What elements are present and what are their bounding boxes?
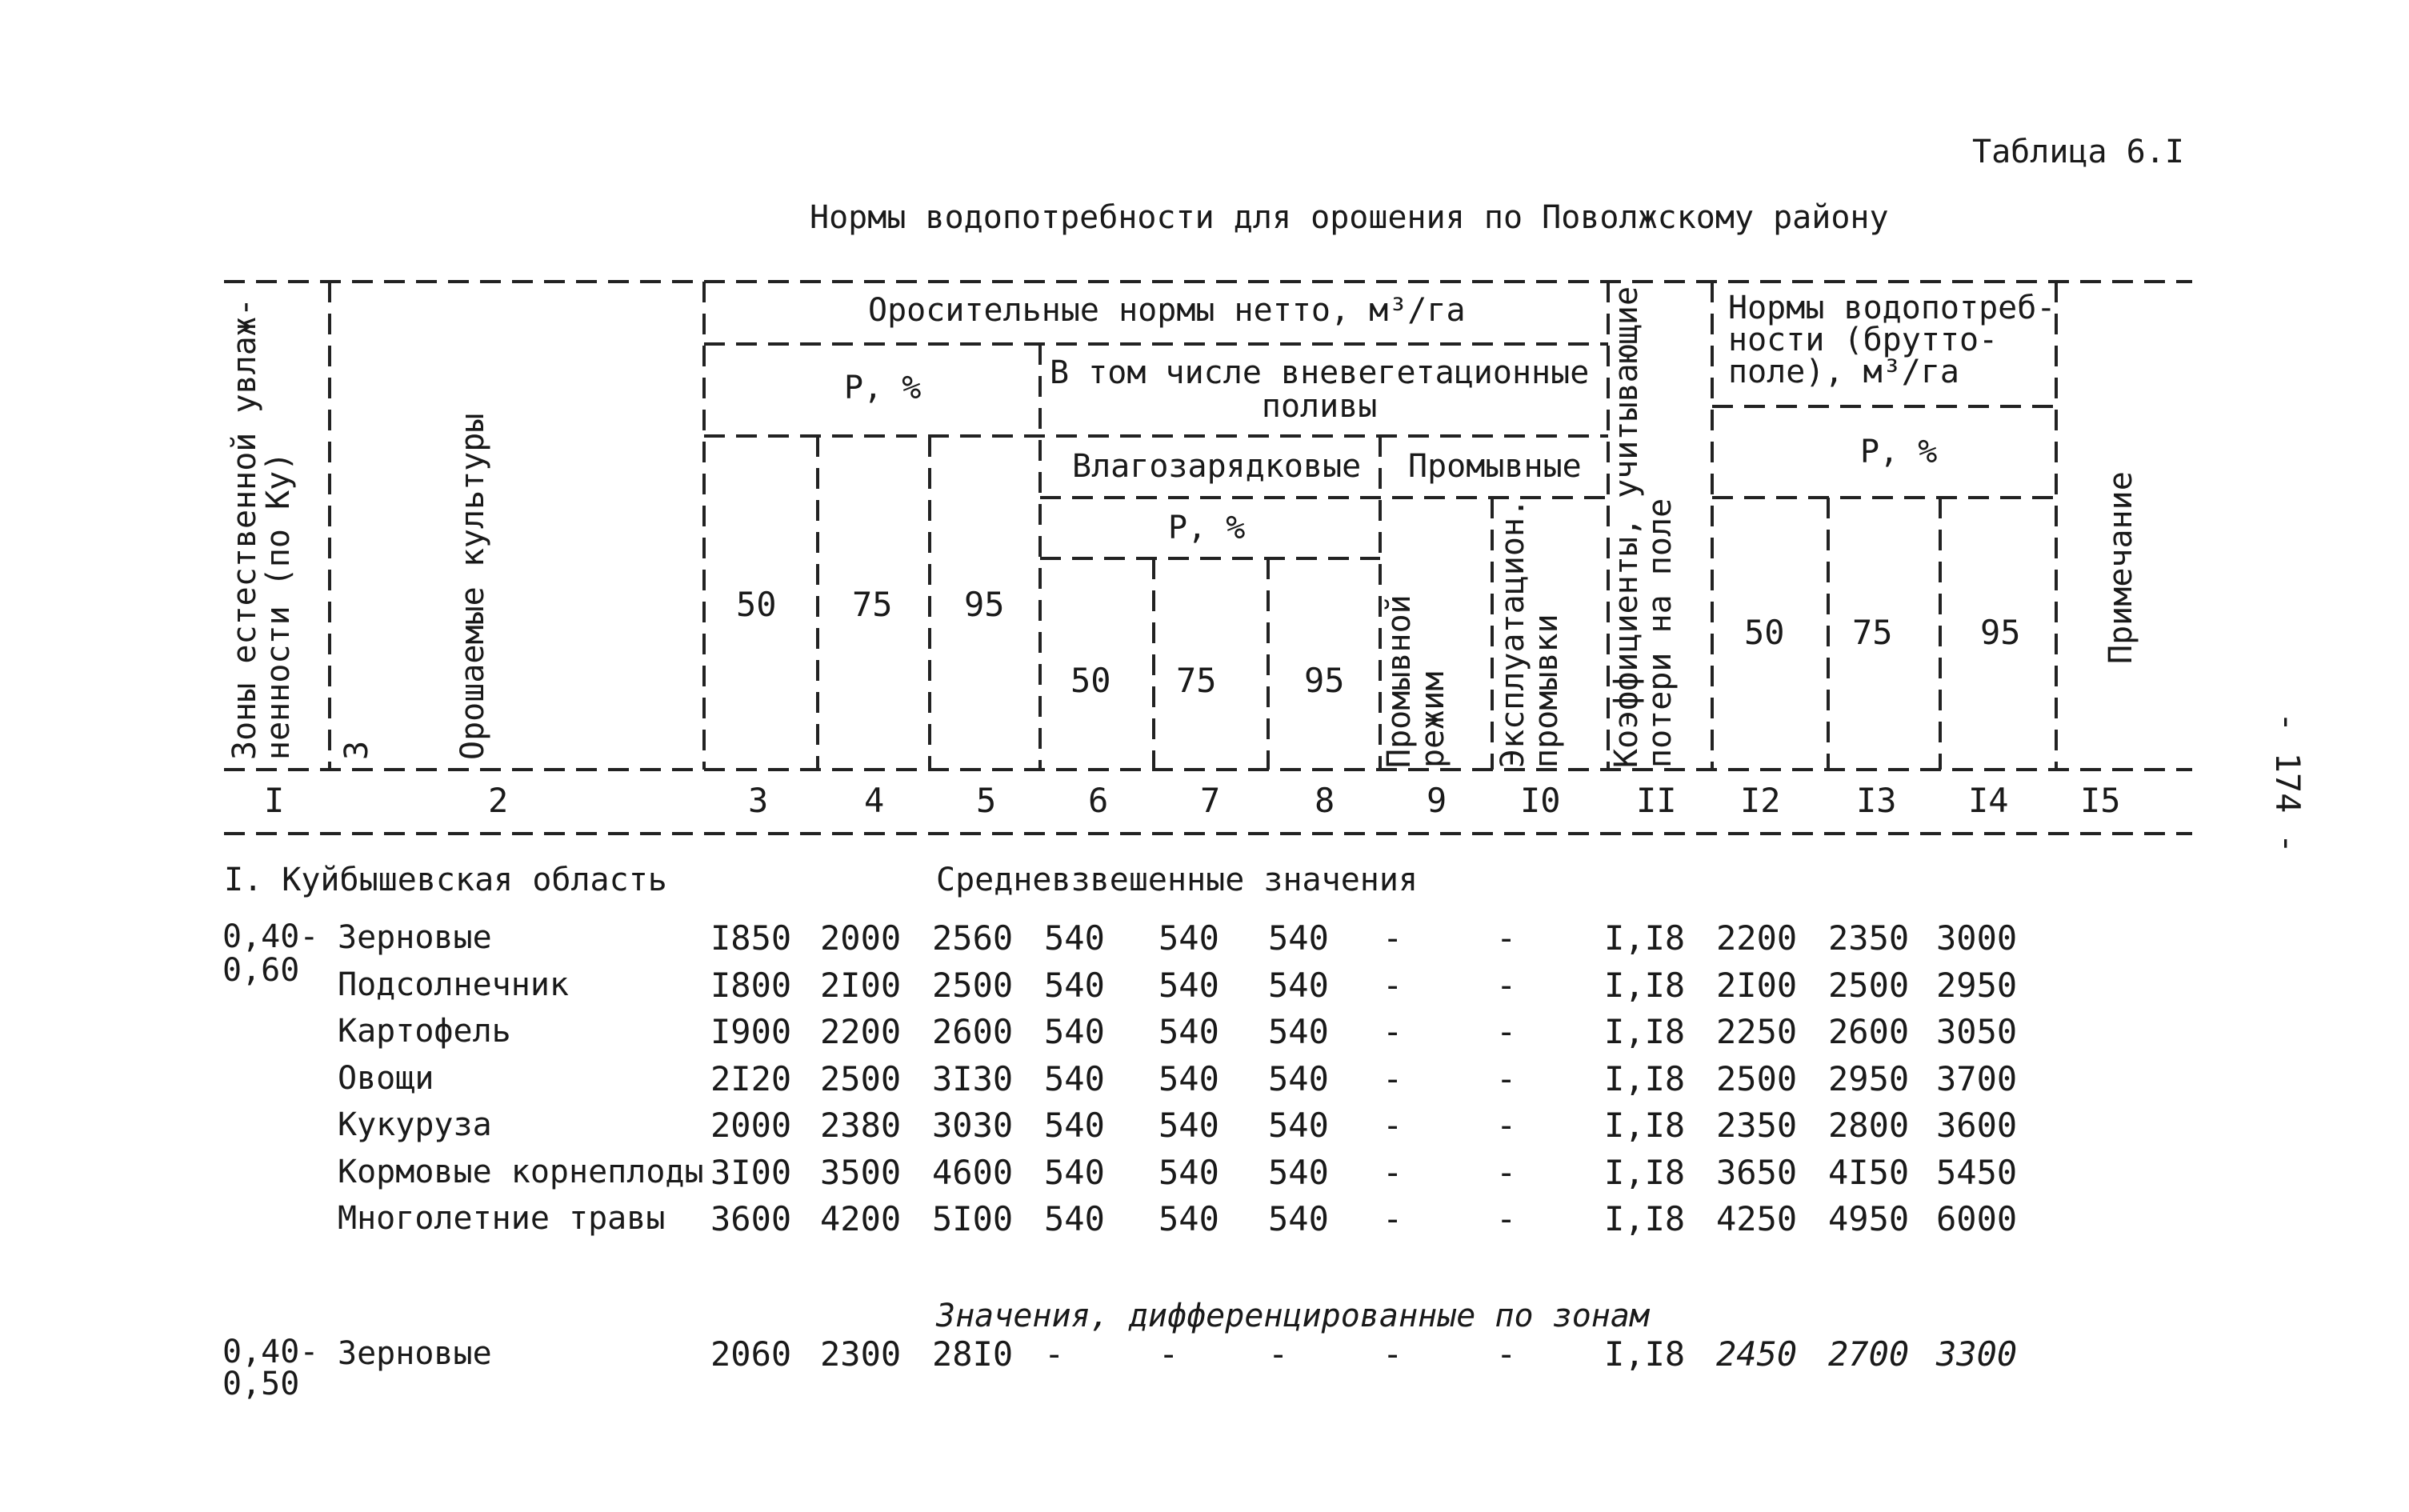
table-cell-c5: 2500 xyxy=(932,965,1014,1005)
column-number: 7 xyxy=(1200,781,1221,820)
table-cell-c11: I,I8 xyxy=(1604,1152,1686,1192)
zone-range: 0,40- 0,60 xyxy=(222,918,319,989)
table-cell-c9: - xyxy=(1383,1106,1403,1145)
table-cell-c4: 2000 xyxy=(820,918,902,958)
table-cell-c11: I,I8 xyxy=(1604,1199,1686,1238)
table-cell-c14: 3050 xyxy=(1936,1012,2018,1051)
column-number: I xyxy=(264,781,285,820)
table-cell-c3: 2060 xyxy=(710,1334,792,1374)
table-cell-c6: 540 xyxy=(1044,1012,1105,1051)
table-cell-c11: I,I8 xyxy=(1604,1012,1686,1051)
table-cell-c13: 2950 xyxy=(1828,1058,1910,1098)
column-number: 6 xyxy=(1088,781,1109,820)
table-cell-c8: 540 xyxy=(1268,965,1329,1005)
table-cell-c11: I,I8 xyxy=(1604,1106,1686,1145)
header-p50: 50 xyxy=(736,585,777,624)
table-cell-c9: - xyxy=(1383,1152,1403,1192)
table-cell-c9: - xyxy=(1383,1334,1403,1374)
table-cell-c11: I,I8 xyxy=(1604,1058,1686,1098)
column-number: 4 xyxy=(864,781,885,820)
zone-range: 0,40- 0,50 xyxy=(222,1334,319,1402)
table-cell-c4: 3500 xyxy=(820,1152,902,1192)
table-cell-c10: - xyxy=(1496,1334,1517,1374)
column-number: 5 xyxy=(976,781,997,820)
table-cell-c13: 2700 xyxy=(1828,1334,1910,1374)
header-g95: 95 xyxy=(1980,613,2021,652)
header-flushing: Промывные xyxy=(1408,448,1582,485)
column-number: 9 xyxy=(1427,781,1447,820)
table-cell-c10: - xyxy=(1496,1012,1517,1051)
table-cell-c14: 3700 xyxy=(1936,1058,2018,1098)
table-cell-c14: 3000 xyxy=(1936,918,2018,958)
header-zones: Зоны естественной увлаж- ненности (по Ку) xyxy=(226,298,297,760)
table-cell-c7: 540 xyxy=(1158,965,1219,1005)
header-coefficients: Коэффициенты, учитывающие потери на поле xyxy=(1608,286,1679,768)
crop-name: Кормовые корнеплоды xyxy=(338,1153,704,1190)
table-cell-c6: - xyxy=(1044,1334,1065,1374)
table-cell-c12: 2200 xyxy=(1716,918,1798,958)
table-cell-c3: 2000 xyxy=(710,1106,792,1145)
header-operational: Эксплуатацион. промывки xyxy=(1495,498,1565,768)
page-number: - 174 - xyxy=(2268,712,2307,854)
table-cell-c12: 2I00 xyxy=(1716,965,1798,1005)
column-number: 2 xyxy=(488,781,509,820)
crop-name: Многолетние травы xyxy=(338,1200,666,1237)
table-cell-c11: I,I8 xyxy=(1604,1334,1686,1374)
table-cell-c4: 2300 xyxy=(820,1334,902,1374)
table-cell-c10: - xyxy=(1496,1058,1517,1098)
header-mc50: 50 xyxy=(1070,661,1111,700)
table-cell-c6: 540 xyxy=(1044,918,1105,958)
crop-name: Подсолнечник xyxy=(338,966,569,1003)
header-p75: 75 xyxy=(852,585,893,624)
table-cell-c14: 2950 xyxy=(1936,965,2018,1005)
section-subtitle-zones: Значения, дифференцированные по зонам xyxy=(936,1298,1650,1334)
table-cell-c12: 2350 xyxy=(1716,1106,1798,1145)
header-including: В том числе вневегетационные поливы xyxy=(1050,354,1590,425)
table-cell-c14: 3300 xyxy=(1936,1334,2018,1374)
table-cell-c5: 3I30 xyxy=(932,1058,1014,1098)
table-cell-c10: - xyxy=(1496,1199,1517,1238)
table-cell-c5: 2560 xyxy=(932,918,1014,958)
table-cell-c8: 540 xyxy=(1268,1106,1329,1145)
header-p-percent-mc: Р, % xyxy=(1168,510,1246,546)
column-number: I2 xyxy=(1740,781,1781,820)
header-crops: Орошаемые культуры xyxy=(454,413,491,760)
table-cell-c13: 2800 xyxy=(1828,1106,1910,1145)
crop-name: Кукуруза xyxy=(338,1106,492,1143)
table-cell-c4: 4200 xyxy=(820,1199,902,1238)
header-mc95: 95 xyxy=(1304,661,1345,700)
table-cell-c7: 540 xyxy=(1158,1012,1219,1051)
table-cell-c13: 2350 xyxy=(1828,918,1910,958)
table-cell-c10: - xyxy=(1496,1106,1517,1145)
table-cell-c8: - xyxy=(1268,1334,1289,1374)
header-p95: 95 xyxy=(964,585,1005,624)
table-cell-c11: I,I8 xyxy=(1604,965,1686,1005)
table-cell-c5: 4600 xyxy=(932,1152,1014,1192)
crop-name: Овощи xyxy=(338,1059,434,1097)
table-cell-c8: 540 xyxy=(1268,1058,1329,1098)
header-col3-mark: 3 xyxy=(338,740,375,760)
table-cell-c10: - xyxy=(1496,1152,1517,1192)
table-cell-c9: - xyxy=(1383,1199,1403,1238)
header-flushing-mode: Промывной режим xyxy=(1381,594,1451,768)
table-cell-c7: 540 xyxy=(1158,1199,1219,1238)
header-mc75: 75 xyxy=(1176,661,1217,700)
crop-name: Зерновые xyxy=(338,919,492,956)
header-irrigation-net: Оросительные нормы нетто, м³/га xyxy=(868,292,1466,329)
table-cell-c12: 2450 xyxy=(1716,1334,1798,1374)
crop-name: Картофель xyxy=(338,1013,511,1050)
table-cell-c9: - xyxy=(1383,1058,1403,1098)
table-cell-c8: 540 xyxy=(1268,1012,1329,1051)
column-number: I0 xyxy=(1520,781,1561,820)
table-label: Таблица 6.I xyxy=(1972,134,2184,170)
header-gross: Нормы водопотреб- ности (брутто- поле), м³/га xyxy=(1728,290,2056,390)
table-cell-c4: 2I00 xyxy=(820,965,902,1005)
header-note: Примечание xyxy=(2103,471,2139,664)
table-cell-c10: - xyxy=(1496,965,1517,1005)
section-subtitle: Средневзвешенные значения xyxy=(936,862,1419,898)
table-cell-c7: 540 xyxy=(1158,1106,1219,1145)
table-cell-c5: 28I0 xyxy=(932,1334,1014,1374)
table-cell-c8: 540 xyxy=(1268,918,1329,958)
column-number: I5 xyxy=(2080,781,2121,820)
column-number: I3 xyxy=(1856,781,1897,820)
table-cell-c14: 6000 xyxy=(1936,1199,2018,1238)
column-number: 8 xyxy=(1315,781,1335,820)
header-moisture-charging: Влагозарядковые xyxy=(1072,448,1362,485)
table-cell-c11: I,I8 xyxy=(1604,918,1686,958)
table-cell-c8: 540 xyxy=(1268,1152,1329,1192)
column-number: 3 xyxy=(748,781,769,820)
table-cell-c4: 2500 xyxy=(820,1058,902,1098)
table-cell-c5: 3030 xyxy=(932,1106,1014,1145)
table-cell-c7: 540 xyxy=(1158,1152,1219,1192)
table-cell-c3: I850 xyxy=(710,918,792,958)
table-cell-c3: 3I00 xyxy=(710,1152,792,1192)
table-cell-c13: 4I50 xyxy=(1828,1152,1910,1192)
table-cell-c5: 5I00 xyxy=(932,1199,1014,1238)
table-cell-c13: 2500 xyxy=(1828,965,1910,1005)
table-cell-c9: - xyxy=(1383,918,1403,958)
table-cell-c7: 540 xyxy=(1158,1058,1219,1098)
table-cell-c8: 540 xyxy=(1268,1199,1329,1238)
table-cell-c6: 540 xyxy=(1044,1058,1105,1098)
table-cell-c3: 3600 xyxy=(710,1199,792,1238)
table-cell-c7: 540 xyxy=(1158,918,1219,958)
table-title: Нормы водопотребности для орошения по Поволжскому району xyxy=(810,199,1889,236)
table-cell-c3: I900 xyxy=(710,1012,792,1051)
header-p-percent: Р, % xyxy=(844,370,922,406)
table-cell-c4: 2200 xyxy=(820,1012,902,1051)
header-p-percent-gross: Р, % xyxy=(1860,434,1938,470)
table-cell-c12: 3650 xyxy=(1716,1152,1798,1192)
crop-name: Зерновые xyxy=(338,1335,492,1372)
table-cell-c12: 2500 xyxy=(1716,1058,1798,1098)
table-cell-c9: - xyxy=(1383,1012,1403,1051)
header-g75: 75 xyxy=(1852,613,1893,652)
table-cell-c14: 3600 xyxy=(1936,1106,2018,1145)
table-cell-c13: 2600 xyxy=(1828,1012,1910,1051)
header-g50: 50 xyxy=(1744,613,1785,652)
table-cell-c12: 2250 xyxy=(1716,1012,1798,1051)
table-cell-c6: 540 xyxy=(1044,1152,1105,1192)
table-cell-c10: - xyxy=(1496,918,1517,958)
section-title: I. Куйбышевская область xyxy=(224,862,667,898)
table-cell-c7: - xyxy=(1158,1334,1179,1374)
column-number: II xyxy=(1636,781,1677,820)
table-cell-c4: 2380 xyxy=(820,1106,902,1145)
table-cell-c6: 540 xyxy=(1044,965,1105,1005)
table-cell-c6: 540 xyxy=(1044,1106,1105,1145)
table-cell-c3: I800 xyxy=(710,965,792,1005)
table-cell-c12: 4250 xyxy=(1716,1199,1798,1238)
table-cell-c6: 540 xyxy=(1044,1199,1105,1238)
column-number: I4 xyxy=(1968,781,2009,820)
table-cell-c14: 5450 xyxy=(1936,1152,2018,1192)
table-cell-c9: - xyxy=(1383,965,1403,1005)
table-cell-c13: 4950 xyxy=(1828,1199,1910,1238)
table-cell-c5: 2600 xyxy=(932,1012,1014,1051)
table-cell-c3: 2I20 xyxy=(710,1058,792,1098)
